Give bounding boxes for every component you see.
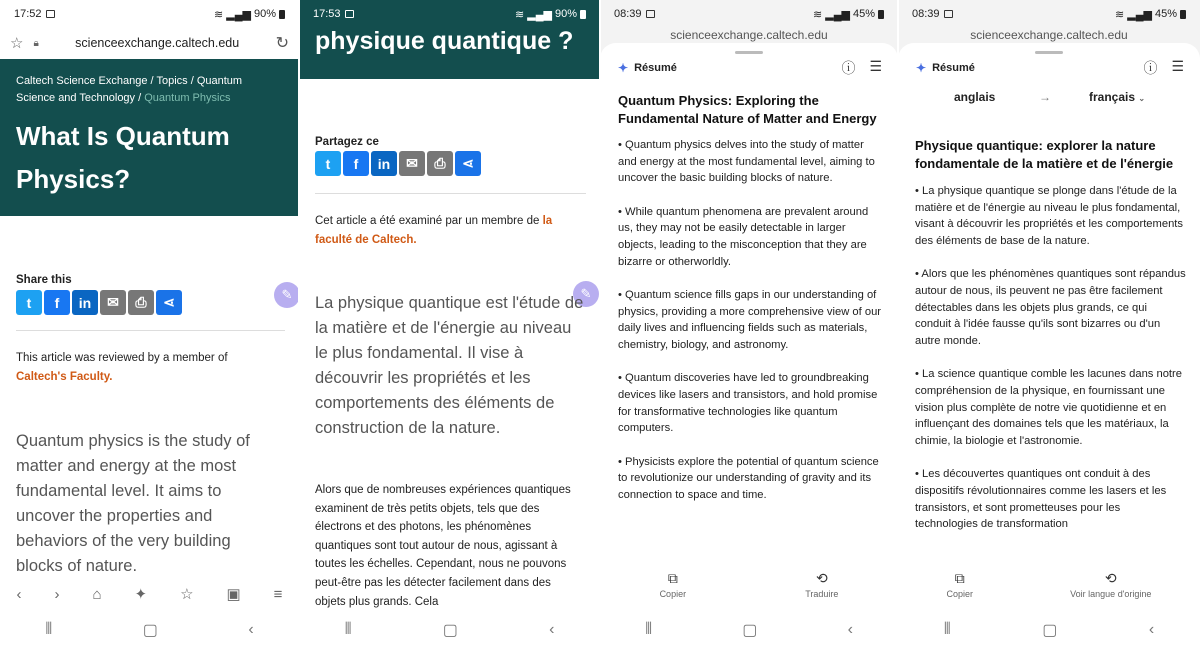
linkedin-icon[interactable]: in xyxy=(72,290,98,315)
status-time: 17:53 xyxy=(313,8,341,20)
crumb-separator: / xyxy=(138,92,142,104)
gallery-icon xyxy=(345,10,354,18)
summary-bullet: • Les découvertes quantiques ont conduit à des dispositifs révolutionnaires comme les lasers et les transistors, et sont prometteuses pour les technologies de transformation xyxy=(915,468,1167,531)
status-bar xyxy=(898,0,1200,28)
summary-title: Physique quantique: explorer la nature fondamentale de la matière et de l'énergie xyxy=(915,138,1174,171)
copy-label: Copier xyxy=(659,589,687,599)
system-back-icon[interactable]: ‹ xyxy=(549,621,555,638)
status-bar xyxy=(600,0,898,28)
divider xyxy=(315,193,586,194)
system-nav xyxy=(898,610,1200,650)
gallery-icon xyxy=(944,10,953,18)
faculty-link-cont[interactable]: faculté de Caltech. xyxy=(315,234,417,246)
copy-icon: ⧉ xyxy=(667,570,678,586)
panel-divider xyxy=(897,0,899,650)
faculty-link[interactable]: Caltech's Faculty. xyxy=(16,371,113,383)
share-icon[interactable]: ⋖ xyxy=(455,151,481,176)
divider xyxy=(16,330,285,331)
email-icon[interactable]: ✉ xyxy=(100,290,126,315)
crumb-quantum-physics: Quantum Physics xyxy=(144,92,231,104)
system-back-icon[interactable]: ‹ xyxy=(847,621,853,638)
share-label: Partagez ce xyxy=(315,136,379,148)
breadcrumb xyxy=(16,73,283,107)
summary-bullet: • Quantum discoveries have led to groundbreaking devices like lasers and transistors, and hold promise for transformative technologies like quantum computers. xyxy=(618,372,878,435)
summary-bullet: • While quantum phenomena are prevalent around us, they may not be easily detectable in larger objects, leading to the misconception that they are bizarre or otherworldly. xyxy=(618,205,869,268)
target-language[interactable]: français ⌄ xyxy=(1089,90,1146,104)
signal-icon: ▂▄▆ xyxy=(226,8,251,21)
home-button-icon[interactable]: ▢ xyxy=(442,622,458,639)
info-icon[interactable]: ⓘ xyxy=(841,60,856,76)
list-settings-icon[interactable]: ☰ xyxy=(1171,58,1184,74)
sheet-handle[interactable] xyxy=(1035,51,1063,54)
source-language[interactable]: anglais xyxy=(954,90,996,104)
summary-bullet: • Alors que les phénomènes quantiques sont répandus autour de nous, ils peuvent ne pas être facilement détectables dans les objets plus grands, ce qui conduit à l'idée fausse qu'ils sont bizarres ou d'un autre monde. xyxy=(915,268,1186,348)
gallery-icon xyxy=(646,10,655,18)
summary-sheet xyxy=(600,43,898,650)
battery-level: 90% xyxy=(253,8,276,20)
summary-body xyxy=(915,183,1186,550)
reviewed-note: Cet article a été examiné par un membre de la faculté de Caltech. xyxy=(315,215,553,246)
wifi-icon: ≋ xyxy=(214,8,224,21)
lock-icon: 🔒︎ xyxy=(33,37,39,49)
arrow-right-icon: → xyxy=(1039,90,1051,104)
copy-button[interactable] xyxy=(947,570,974,612)
screenshot-summary-english xyxy=(600,0,898,650)
address-bar[interactable] xyxy=(0,28,299,58)
summary-title: Quantum Physics: Exploring the Fundamental Nature of Matter and Energy xyxy=(618,93,877,126)
battery-level: 45% xyxy=(852,8,875,20)
page-title: physique quantique ? xyxy=(315,27,574,55)
ai-sparkle-icon: ✦ xyxy=(916,61,927,75)
screenshot-english-article xyxy=(0,0,299,650)
translate-icon: ⟲ xyxy=(1104,570,1117,586)
battery-level: 45% xyxy=(1154,8,1177,20)
sheet-title: Résumé xyxy=(932,62,975,74)
system-nav xyxy=(0,610,299,650)
home-icon[interactable]: ⌂ xyxy=(92,585,102,603)
twitter-icon[interactable]: t xyxy=(16,290,42,315)
bookmarks-icon[interactable]: ☆ xyxy=(180,586,194,603)
url-text: scienceexchange.caltech.edu xyxy=(670,28,828,42)
facebook-icon[interactable]: f xyxy=(44,290,70,315)
summary-bullet: • Quantum physics delves into the study of matter and energy at the most fundamental level, aiming to uncover the basic building blocks of nature. xyxy=(618,139,875,185)
reload-icon[interactable]: ↻ xyxy=(275,35,289,52)
faculty-link[interactable]: la xyxy=(542,215,553,227)
share-label: Share this xyxy=(16,274,72,286)
status-bar xyxy=(0,0,299,28)
summary-bullet: • Physicists explore the potential of quantum science to revolutionize our understanding of gravity and its connection to space and time. xyxy=(618,455,879,501)
print-icon[interactable]: ⎙ xyxy=(427,151,453,176)
tabs-icon[interactable]: ▣ xyxy=(226,586,241,603)
gallery-icon xyxy=(46,10,55,18)
recents-icon[interactable]: ⦀ xyxy=(943,621,951,638)
email-icon[interactable]: ✉ xyxy=(399,151,425,176)
crumb-quantum-science[interactable]: Quantum Science and Technology xyxy=(16,75,243,104)
translate-label: Traduire xyxy=(805,589,839,599)
page-title: What Is Quantum Physics? xyxy=(16,121,230,194)
wifi-icon: ≋ xyxy=(1115,8,1125,21)
linkedin-icon[interactable]: in xyxy=(371,151,397,176)
battery-icon xyxy=(1180,10,1186,19)
crumb-separator: / xyxy=(190,75,194,87)
back-icon[interactable]: ‹ xyxy=(16,585,22,603)
home-button-icon[interactable]: ▢ xyxy=(1042,622,1058,639)
status-time: 08:39 xyxy=(912,8,940,20)
battery-icon xyxy=(580,10,586,19)
sheet-handle[interactable] xyxy=(735,51,763,54)
share-buttons xyxy=(315,151,481,176)
assistant-fab-icon[interactable]: ✎ xyxy=(274,282,299,308)
wifi-icon: ≋ xyxy=(813,8,823,21)
reviewed-note: This article was reviewed by a member of Caltech's Faculty. xyxy=(16,352,228,383)
summary-bullet: • Quantum science fills gaps in our understanding of physics, providing a more comprehensive view of our daily lives and influencing fields such as materials, chemistry, biology, and astronomy. xyxy=(618,288,882,352)
recents-icon[interactable]: ⦀ xyxy=(645,621,653,638)
info-icon[interactable]: ⓘ xyxy=(1143,60,1158,76)
ai-sparkle-icon[interactable]: ✦ xyxy=(134,586,148,603)
twitter-icon[interactable]: t xyxy=(315,151,341,176)
system-nav xyxy=(299,610,600,650)
copy-button[interactable] xyxy=(660,570,687,612)
share-buttons xyxy=(16,290,182,315)
sheet-title: Résumé xyxy=(634,62,677,74)
wifi-icon: ≋ xyxy=(515,8,525,21)
battery-level: 90% xyxy=(554,8,577,20)
bookmark-star-icon[interactable]: ☆ xyxy=(10,35,24,52)
browser-toolbar xyxy=(0,578,299,610)
chevron-down-icon: ⌄ xyxy=(1138,94,1146,103)
system-nav xyxy=(600,610,898,650)
list-settings-icon[interactable]: ☰ xyxy=(869,58,882,74)
screenshot-summary-french xyxy=(898,0,1200,650)
status-bar xyxy=(299,0,600,28)
url-text[interactable]: scienceexchange.caltech.edu xyxy=(75,36,240,50)
screenshot-french-article xyxy=(299,0,600,650)
signal-icon: ▂▄▆ xyxy=(527,8,552,21)
sheet-header xyxy=(618,58,882,78)
crumb-topics[interactable]: Topics xyxy=(156,75,188,87)
summary-bullet: • La science quantique comble les lacunes dans notre compréhension de la physique, en fournissant une vision plus complète de notre vie quotidienne et en influençant des domaines tels que les matériaux, la chimie, la biologie et l'astronomie. xyxy=(915,368,1182,448)
signal-icon: ▂▄▆ xyxy=(1127,8,1152,21)
summary-body xyxy=(618,137,884,520)
summary-actions xyxy=(898,570,1200,612)
body-paragraph: Alors que de nombreuses expériences quantiques examinent de très petits objets, tels que des électrons et des photons, les phénomènes quantiques sont tout autour de nous, agissant à toutes les échelles. Cependant, nous ne pouvons peut-être pas les détecter facilement dans des objets plus grands. Cela xyxy=(315,484,571,608)
facebook-icon[interactable]: f xyxy=(343,151,369,176)
forward-icon[interactable]: › xyxy=(54,585,60,603)
article-hero xyxy=(0,59,299,216)
status-time: 08:39 xyxy=(614,8,642,20)
crumb-separator: / xyxy=(150,75,154,87)
url-text: scienceexchange.caltech.edu xyxy=(970,28,1128,42)
home-button-icon[interactable]: ▢ xyxy=(142,622,158,639)
home-button-icon[interactable]: ▢ xyxy=(742,622,758,639)
view-original-button[interactable] xyxy=(1070,570,1151,612)
recents-icon[interactable]: ⦀ xyxy=(344,621,352,638)
menu-icon[interactable]: ≡ xyxy=(273,585,283,603)
copy-icon: ⧉ xyxy=(954,570,965,586)
copy-label: Copier xyxy=(946,589,974,599)
panel-divider xyxy=(298,0,300,650)
battery-icon xyxy=(878,10,884,19)
recents-icon[interactable]: ⦀ xyxy=(45,621,53,638)
ai-sparkle-icon: ✦ xyxy=(618,61,629,75)
lead-paragraph: Quantum physics is the study of matter and energy at the most fundamental level. It aims to uncover the properties and behaviors of the very building blocks of nature. xyxy=(16,432,250,575)
print-icon[interactable]: ⎙ xyxy=(128,290,154,315)
status-time: 17:52 xyxy=(14,8,42,20)
view-original-label: Voir langue d'origine xyxy=(1070,589,1152,599)
assistant-fab-icon[interactable]: ✎ xyxy=(573,281,599,307)
translate-icon: ⟲ xyxy=(815,570,828,586)
translate-button[interactable] xyxy=(805,570,838,612)
battery-icon xyxy=(279,10,285,19)
sheet-header xyxy=(916,58,1184,78)
signal-icon: ▂▄▆ xyxy=(825,8,850,21)
system-back-icon[interactable]: ‹ xyxy=(248,621,254,638)
share-icon[interactable]: ⋖ xyxy=(156,290,182,315)
panel-divider xyxy=(599,0,601,650)
lead-paragraph: La physique quantique est l'étude de la matière et de l'énergie au niveau le plus fondamental. Il vise à découvrir les propriétés et les comportements des éléments de construction de la nature. xyxy=(315,294,584,437)
summary-bullet: • La physique quantique se plonge dans l'étude de la matière et de l'énergie au niveau le plus fondamental, visant à découvrir les propriétés et les comportements des éléments de base de la nature. xyxy=(915,185,1183,248)
summary-actions xyxy=(600,570,898,612)
system-back-icon[interactable]: ‹ xyxy=(1148,621,1155,638)
crumb-caltech-science-exchange[interactable]: Caltech Science Exchange xyxy=(16,75,148,87)
